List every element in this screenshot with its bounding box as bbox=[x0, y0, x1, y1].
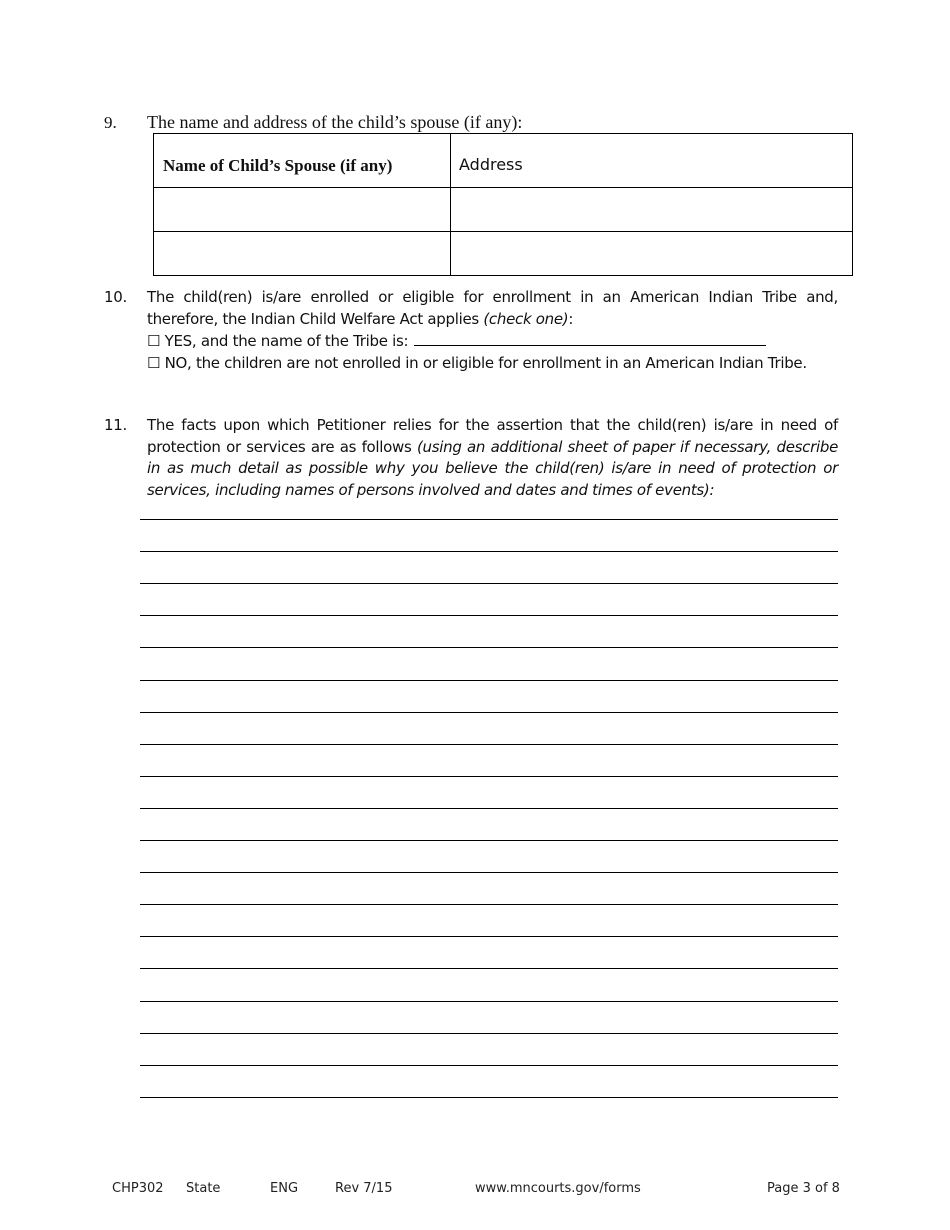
writing-line[interactable] bbox=[140, 1065, 838, 1066]
writing-line[interactable] bbox=[140, 872, 838, 873]
writing-line[interactable] bbox=[140, 519, 838, 520]
spouse-table bbox=[153, 133, 853, 276]
writing-line[interactable] bbox=[140, 840, 838, 841]
writing-line[interactable] bbox=[140, 744, 838, 745]
writing-line[interactable] bbox=[140, 936, 838, 937]
spouse-address-cell-1[interactable] bbox=[451, 188, 853, 232]
item-10-block bbox=[147, 287, 838, 374]
table-row bbox=[154, 232, 853, 276]
writing-line[interactable] bbox=[140, 1001, 838, 1002]
item-10-text: The child(ren) is/are enrolled or eligible for enrollment in an American Indian Tribe and, therefore, the Indian Child Welfare Act applies bbox=[147, 288, 838, 328]
writing-line[interactable] bbox=[140, 583, 838, 584]
item-11-statement bbox=[147, 415, 838, 501]
option-no-row bbox=[147, 353, 838, 375]
item-11-text: The facts upon which Petitioner relies for the assertion that the child(ren) is/are in need of protection or services are as follows bbox=[147, 416, 838, 456]
spouse-name-cell-1[interactable] bbox=[154, 188, 451, 232]
item-11-instruction: (using an additional sheet of paper if necessary, describe in as much detail as possible why you believe the child(ren) is/are in need of protection or services, including names of persons involved and dates and times of events): bbox=[147, 437, 839, 499]
footer-language: ENG bbox=[270, 1181, 299, 1196]
writing-line[interactable] bbox=[140, 968, 838, 969]
footer-url[interactable]: www.mncourts.gov/forms bbox=[475, 1181, 641, 1196]
writing-line[interactable] bbox=[140, 551, 838, 552]
spouse-name-header: Name of Child’s Spouse (if any) bbox=[154, 134, 451, 188]
item-9-text: The name and address of the child’s spouse (if any): bbox=[147, 112, 523, 132]
writing-line[interactable] bbox=[140, 647, 838, 648]
item-11-number: 11. bbox=[104, 416, 127, 434]
writing-line[interactable] bbox=[140, 712, 838, 713]
footer-revision: Rev 7/15 bbox=[335, 1181, 393, 1196]
footer-form-code: CHP302 bbox=[112, 1181, 164, 1196]
no-checkbox[interactable]: ☐ bbox=[147, 353, 161, 372]
footer-state: State bbox=[186, 1181, 221, 1196]
item-9-number: 9. bbox=[104, 113, 117, 132]
option-yes-label: YES, and the name of the Tribe is: bbox=[164, 332, 409, 350]
item-10-instruction: (check one) bbox=[483, 309, 569, 328]
spouse-address-header: Address bbox=[451, 134, 853, 188]
tribe-name-field[interactable] bbox=[414, 330, 766, 346]
writing-line[interactable] bbox=[140, 904, 838, 905]
item-10-number: 10. bbox=[104, 288, 127, 306]
spouse-table-header-row bbox=[154, 134, 853, 188]
writing-line[interactable] bbox=[140, 1033, 838, 1034]
table-row bbox=[154, 188, 853, 232]
spouse-address-cell-2[interactable] bbox=[451, 232, 853, 276]
writing-line[interactable] bbox=[140, 615, 838, 616]
option-no-label: NO, the children are not enrolled in or eligible for enrollment in an American Indian Tribe. bbox=[164, 353, 807, 372]
writing-line[interactable] bbox=[140, 680, 838, 681]
footer-page-number: Page 3 of 8 bbox=[767, 1181, 840, 1196]
yes-checkbox[interactable]: ☐ bbox=[147, 332, 161, 350]
spouse-name-cell-2[interactable] bbox=[154, 232, 451, 276]
writing-line[interactable] bbox=[140, 808, 838, 809]
writing-line[interactable] bbox=[140, 776, 838, 777]
option-yes-row bbox=[147, 330, 838, 353]
item-10-statement bbox=[147, 287, 838, 330]
item-10-colon: : bbox=[568, 309, 574, 328]
writing-line[interactable] bbox=[140, 1097, 838, 1098]
